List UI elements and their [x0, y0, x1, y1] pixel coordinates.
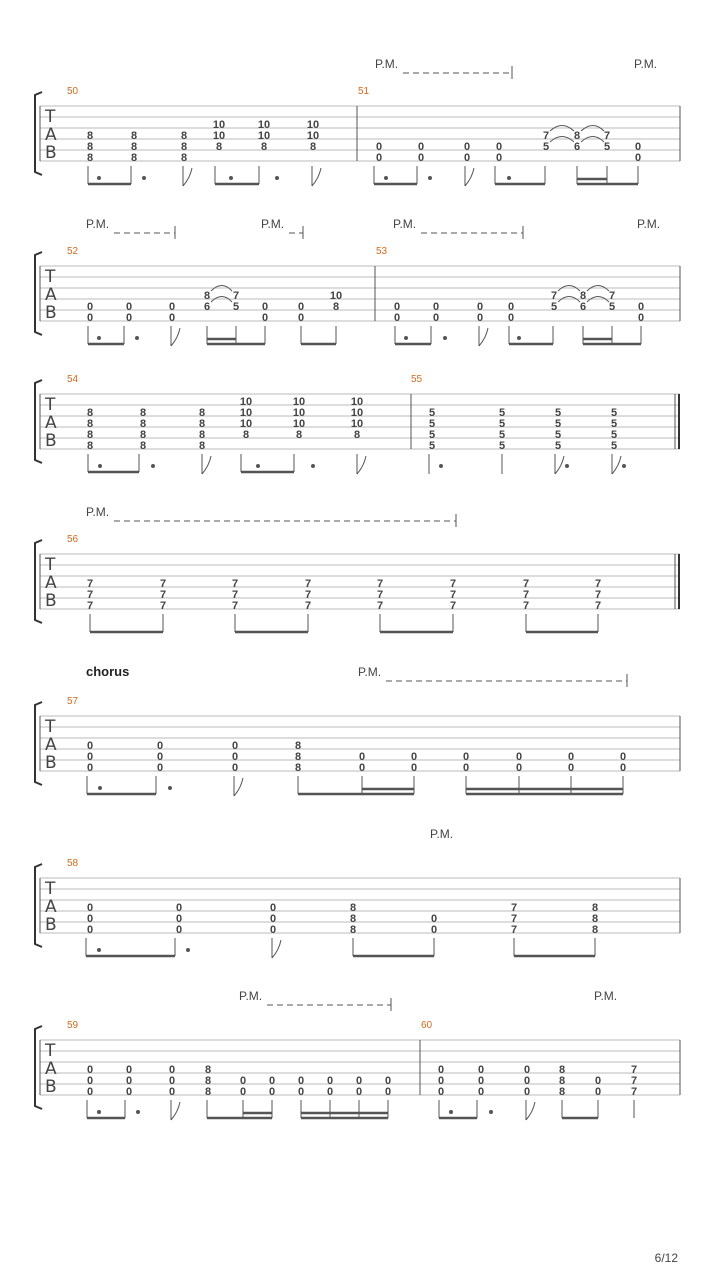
svg-text:0: 0 — [86, 902, 94, 914]
svg-text:7: 7 — [376, 600, 384, 612]
svg-text:0: 0 — [358, 762, 366, 774]
svg-text:5: 5 — [554, 418, 562, 430]
bar-number: 51 — [358, 86, 370, 97]
bar-number: 57 — [67, 696, 79, 707]
svg-text:8: 8 — [139, 440, 147, 452]
svg-text:10: 10 — [239, 396, 253, 408]
svg-text:0: 0 — [168, 1086, 176, 1098]
palm-mute-label: P.M. — [375, 57, 399, 71]
svg-text:10: 10 — [292, 418, 306, 430]
svg-text:8: 8 — [353, 429, 361, 441]
svg-text:10: 10 — [329, 290, 343, 302]
svg-text:8: 8 — [198, 429, 206, 441]
svg-text:0: 0 — [156, 740, 164, 752]
svg-text:0: 0 — [269, 902, 277, 914]
svg-text:0: 0 — [231, 751, 239, 763]
bar-number: 58 — [67, 858, 79, 869]
svg-text:0: 0 — [156, 762, 164, 774]
tab-clef-t: T — [45, 555, 56, 575]
rhythm-stems — [87, 776, 623, 796]
tab-clef-a: A — [45, 125, 57, 145]
svg-text:0: 0 — [269, 913, 277, 925]
svg-text:0: 0 — [125, 1075, 133, 1087]
svg-text:8: 8 — [591, 913, 599, 925]
bar-number: 54 — [67, 374, 79, 385]
svg-text:0: 0 — [384, 1086, 392, 1098]
svg-text:0: 0 — [175, 924, 183, 936]
svg-text:0: 0 — [619, 762, 627, 774]
svg-text:0: 0 — [495, 141, 503, 153]
tab-clef-t: T — [45, 395, 56, 415]
fret-numbers — [87, 290, 644, 324]
svg-text:7: 7 — [522, 589, 530, 601]
rhythm-stems — [90, 614, 598, 632]
svg-text:8: 8 — [86, 407, 94, 419]
svg-text:0: 0 — [231, 740, 239, 752]
rhythm-stems — [88, 166, 638, 186]
system-6 — [35, 827, 680, 958]
palm-mute-label: P.M. — [634, 57, 658, 71]
svg-text:10: 10 — [212, 130, 226, 142]
svg-text:0: 0 — [393, 301, 401, 313]
svg-text:0: 0 — [125, 312, 133, 324]
system-4 — [35, 505, 680, 632]
svg-text:5: 5 — [542, 141, 550, 153]
svg-text:8: 8 — [558, 1075, 566, 1087]
svg-text:0: 0 — [430, 913, 438, 925]
tab-clef-b: B — [45, 431, 57, 451]
svg-text:8: 8 — [558, 1086, 566, 1098]
svg-text:0: 0 — [168, 1064, 176, 1076]
svg-text:8: 8 — [349, 902, 357, 914]
svg-text:0: 0 — [410, 762, 418, 774]
svg-text:0: 0 — [567, 762, 575, 774]
svg-text:7: 7 — [231, 589, 239, 601]
svg-text:7: 7 — [594, 600, 602, 612]
svg-text:0: 0 — [567, 751, 575, 763]
svg-text:5: 5 — [554, 440, 562, 452]
svg-text:8: 8 — [139, 407, 147, 419]
svg-text:8: 8 — [294, 751, 302, 763]
fret-numbers — [87, 578, 601, 612]
svg-text:0: 0 — [477, 1075, 485, 1087]
svg-text:5: 5 — [610, 429, 618, 441]
svg-text:5: 5 — [550, 301, 558, 313]
svg-text:7: 7 — [449, 589, 457, 601]
svg-text:0: 0 — [634, 152, 642, 164]
svg-text:0: 0 — [175, 902, 183, 914]
svg-text:0: 0 — [326, 1086, 334, 1098]
svg-text:8: 8 — [204, 1064, 212, 1076]
svg-text:0: 0 — [462, 762, 470, 774]
svg-text:8: 8 — [198, 418, 206, 430]
svg-text:0: 0 — [231, 762, 239, 774]
svg-text:7: 7 — [449, 578, 457, 590]
svg-text:0: 0 — [268, 1075, 276, 1087]
svg-text:0: 0 — [463, 141, 471, 153]
svg-text:10: 10 — [257, 119, 271, 131]
svg-text:7: 7 — [304, 578, 312, 590]
svg-text:0: 0 — [355, 1086, 363, 1098]
palm-mute-label: P.M. — [261, 217, 285, 231]
tab-clef-b: B — [45, 915, 57, 935]
svg-text:7: 7 — [232, 290, 240, 302]
svg-text:0: 0 — [432, 312, 440, 324]
system-bracket — [35, 540, 42, 623]
svg-text:0: 0 — [86, 740, 94, 752]
svg-text:0: 0 — [523, 1086, 531, 1098]
palm-mute-label: P.M. — [594, 989, 618, 1003]
svg-text:0: 0 — [297, 1086, 305, 1098]
svg-text:0: 0 — [594, 1086, 602, 1098]
system-bracket — [35, 702, 42, 785]
svg-text:0: 0 — [462, 751, 470, 763]
system-bracket — [35, 1026, 42, 1109]
svg-text:0: 0 — [476, 301, 484, 313]
rhythm-stems — [88, 454, 626, 474]
svg-text:0: 0 — [261, 301, 269, 313]
svg-text:5: 5 — [603, 141, 611, 153]
svg-text:0: 0 — [430, 924, 438, 936]
svg-text:7: 7 — [522, 600, 530, 612]
svg-text:6: 6 — [579, 301, 587, 313]
system-bracket — [35, 864, 42, 947]
svg-text:7: 7 — [510, 913, 518, 925]
svg-text:0: 0 — [268, 1086, 276, 1098]
svg-text:0: 0 — [476, 312, 484, 324]
svg-text:7: 7 — [304, 600, 312, 612]
palm-mute-label: P.M. — [358, 665, 382, 679]
svg-text:0: 0 — [86, 913, 94, 925]
svg-text:0: 0 — [384, 1075, 392, 1087]
svg-text:10: 10 — [306, 130, 320, 142]
svg-text:5: 5 — [608, 301, 616, 313]
svg-text:7: 7 — [86, 589, 94, 601]
tab-clef-a: A — [45, 1059, 57, 1079]
svg-text:7: 7 — [376, 589, 384, 601]
bar-number: 53 — [376, 246, 388, 257]
svg-text:0: 0 — [637, 312, 645, 324]
svg-text:8: 8 — [579, 290, 587, 302]
svg-text:8: 8 — [295, 429, 303, 441]
svg-text:0: 0 — [637, 301, 645, 313]
rhythm-stems — [87, 1100, 634, 1120]
svg-text:10: 10 — [212, 119, 226, 131]
page-number: 6/12 — [654, 1251, 678, 1265]
svg-text:10: 10 — [292, 407, 306, 419]
palm-mute-label: P.M. — [239, 989, 263, 1003]
svg-text:0: 0 — [437, 1086, 445, 1098]
svg-text:5: 5 — [428, 429, 436, 441]
svg-text:7: 7 — [630, 1064, 638, 1076]
svg-text:5: 5 — [610, 440, 618, 452]
svg-text:5: 5 — [428, 418, 436, 430]
svg-text:0: 0 — [86, 312, 94, 324]
fret-numbers — [87, 740, 626, 774]
svg-text:8: 8 — [130, 130, 138, 142]
svg-text:0: 0 — [156, 751, 164, 763]
svg-text:0: 0 — [507, 301, 515, 313]
svg-text:8: 8 — [204, 1086, 212, 1098]
svg-text:8: 8 — [215, 141, 223, 153]
svg-text:0: 0 — [515, 751, 523, 763]
svg-text:0: 0 — [168, 301, 176, 313]
svg-text:8: 8 — [180, 152, 188, 164]
system-5 — [35, 664, 680, 796]
svg-text:8: 8 — [349, 924, 357, 936]
svg-text:8: 8 — [260, 141, 268, 153]
svg-text:8: 8 — [591, 902, 599, 914]
svg-text:0: 0 — [125, 1064, 133, 1076]
svg-text:0: 0 — [297, 1075, 305, 1087]
svg-text:0: 0 — [594, 1075, 602, 1087]
svg-text:8: 8 — [130, 152, 138, 164]
svg-text:7: 7 — [159, 578, 167, 590]
svg-text:5: 5 — [554, 429, 562, 441]
tab-clef-b: B — [45, 1077, 57, 1097]
svg-text:8: 8 — [558, 1064, 566, 1076]
svg-text:0: 0 — [417, 152, 425, 164]
svg-text:7: 7 — [231, 578, 239, 590]
svg-text:0: 0 — [168, 312, 176, 324]
tab-clef-a: A — [45, 573, 57, 593]
svg-text:8: 8 — [180, 130, 188, 142]
palm-mute-label: P.M. — [86, 505, 110, 519]
svg-text:5: 5 — [554, 407, 562, 419]
svg-text:7: 7 — [522, 578, 530, 590]
svg-text:7: 7 — [542, 130, 550, 142]
svg-text:0: 0 — [86, 1086, 94, 1098]
svg-text:0: 0 — [393, 312, 401, 324]
svg-text:7: 7 — [304, 589, 312, 601]
svg-text:0: 0 — [477, 1064, 485, 1076]
svg-text:0: 0 — [261, 312, 269, 324]
palm-mute-label: P.M. — [86, 217, 110, 231]
svg-text:7: 7 — [603, 130, 611, 142]
tab-clef-b: B — [45, 143, 57, 163]
svg-text:7: 7 — [510, 902, 518, 914]
svg-text:7: 7 — [550, 290, 558, 302]
svg-text:6: 6 — [203, 301, 211, 313]
svg-text:5: 5 — [232, 301, 240, 313]
svg-text:8: 8 — [242, 429, 250, 441]
svg-text:0: 0 — [355, 1075, 363, 1087]
fret-numbers — [87, 396, 617, 452]
svg-text:0: 0 — [432, 301, 440, 313]
tab-staff — [40, 878, 680, 933]
svg-text:7: 7 — [510, 924, 518, 936]
svg-text:8: 8 — [86, 152, 94, 164]
palm-mute-label: P.M. — [393, 217, 417, 231]
system-7 — [35, 989, 680, 1120]
bar-number: 60 — [421, 1020, 433, 1031]
svg-text:5: 5 — [428, 440, 436, 452]
svg-text:10: 10 — [239, 418, 253, 430]
rhythm-stems — [86, 938, 595, 958]
svg-text:7: 7 — [159, 589, 167, 601]
svg-text:0: 0 — [86, 751, 94, 763]
section-label: chorus — [86, 664, 130, 679]
palm-mute-label: P.M. — [430, 827, 454, 841]
svg-text:8: 8 — [332, 301, 340, 313]
svg-text:0: 0 — [86, 301, 94, 313]
svg-text:0: 0 — [86, 1075, 94, 1087]
svg-text:0: 0 — [297, 312, 305, 324]
svg-text:0: 0 — [507, 312, 515, 324]
svg-text:0: 0 — [619, 751, 627, 763]
svg-text:8: 8 — [180, 141, 188, 153]
svg-text:8: 8 — [204, 1075, 212, 1087]
svg-text:5: 5 — [610, 418, 618, 430]
tab-clef-b: B — [45, 303, 57, 323]
tab-clef-a: A — [45, 413, 57, 433]
svg-text:8: 8 — [86, 418, 94, 430]
system-bracket — [35, 92, 42, 175]
svg-text:8: 8 — [130, 141, 138, 153]
svg-text:7: 7 — [630, 1075, 638, 1087]
svg-text:6: 6 — [573, 141, 581, 153]
svg-text:0: 0 — [358, 751, 366, 763]
svg-text:8: 8 — [86, 440, 94, 452]
svg-text:7: 7 — [376, 578, 384, 590]
svg-text:8: 8 — [573, 130, 581, 142]
svg-text:8: 8 — [198, 407, 206, 419]
svg-text:0: 0 — [125, 301, 133, 313]
tab-clef-t: T — [45, 267, 56, 287]
tab-clef-t: T — [45, 879, 56, 899]
svg-text:7: 7 — [630, 1086, 638, 1098]
svg-text:0: 0 — [86, 1064, 94, 1076]
svg-text:8: 8 — [203, 290, 211, 302]
svg-text:7: 7 — [594, 578, 602, 590]
tab-clef-t: T — [45, 107, 56, 127]
svg-text:0: 0 — [437, 1064, 445, 1076]
svg-text:10: 10 — [350, 407, 364, 419]
svg-text:0: 0 — [515, 762, 523, 774]
svg-text:0: 0 — [463, 152, 471, 164]
svg-text:0: 0 — [437, 1075, 445, 1087]
svg-text:0: 0 — [375, 141, 383, 153]
svg-text:0: 0 — [269, 924, 277, 936]
svg-text:0: 0 — [297, 301, 305, 313]
svg-text:8: 8 — [309, 141, 317, 153]
bar-number: 52 — [67, 246, 79, 257]
tab-clef-t: T — [45, 717, 56, 737]
svg-text:10: 10 — [257, 130, 271, 142]
svg-text:0: 0 — [523, 1064, 531, 1076]
svg-text:10: 10 — [239, 407, 253, 419]
svg-text:10: 10 — [350, 396, 364, 408]
svg-text:7: 7 — [608, 290, 616, 302]
svg-text:8: 8 — [591, 924, 599, 936]
svg-text:7: 7 — [86, 578, 94, 590]
svg-text:0: 0 — [326, 1075, 334, 1087]
svg-text:0: 0 — [175, 913, 183, 925]
tab-clef-a: A — [45, 285, 57, 305]
svg-text:0: 0 — [375, 152, 383, 164]
svg-text:8: 8 — [294, 762, 302, 774]
svg-text:5: 5 — [610, 407, 618, 419]
svg-text:0: 0 — [125, 1086, 133, 1098]
system-bracket — [35, 380, 42, 463]
bar-number: 55 — [411, 374, 423, 385]
svg-text:8: 8 — [349, 913, 357, 925]
svg-text:8: 8 — [139, 418, 147, 430]
svg-text:10: 10 — [292, 396, 306, 408]
svg-text:7: 7 — [449, 600, 457, 612]
svg-text:0: 0 — [634, 141, 642, 153]
svg-text:0: 0 — [86, 762, 94, 774]
bar-number: 50 — [67, 86, 79, 97]
svg-text:7: 7 — [86, 600, 94, 612]
svg-text:8: 8 — [294, 740, 302, 752]
svg-text:8: 8 — [139, 429, 147, 441]
svg-text:8: 8 — [198, 440, 206, 452]
svg-text:7: 7 — [594, 589, 602, 601]
svg-text:0: 0 — [410, 751, 418, 763]
rhythm-stems — [88, 326, 641, 346]
svg-text:0: 0 — [168, 1075, 176, 1087]
tab-clef-b: B — [45, 591, 57, 611]
svg-text:0: 0 — [495, 152, 503, 164]
tab-staff — [40, 554, 680, 609]
svg-text:8: 8 — [86, 429, 94, 441]
tab-clef-t: T — [45, 1041, 56, 1061]
fret-numbers — [87, 902, 598, 936]
fret-numbers — [87, 1064, 637, 1098]
palm-mute-label: P.M. — [637, 217, 661, 231]
svg-text:0: 0 — [239, 1075, 247, 1087]
svg-text:0: 0 — [523, 1075, 531, 1087]
svg-text:0: 0 — [417, 141, 425, 153]
bar-number: 56 — [67, 534, 79, 545]
bar-number: 59 — [67, 1020, 79, 1031]
tab-clef-b: B — [45, 753, 57, 773]
system-bracket — [35, 252, 42, 335]
svg-text:7: 7 — [231, 600, 239, 612]
svg-text:5: 5 — [428, 407, 436, 419]
svg-text:10: 10 — [306, 119, 320, 131]
svg-text:10: 10 — [350, 418, 364, 430]
svg-text:8: 8 — [86, 141, 94, 153]
svg-text:0: 0 — [239, 1086, 247, 1098]
tab-clef-a: A — [45, 897, 57, 917]
svg-text:0: 0 — [86, 924, 94, 936]
system-3 — [35, 374, 680, 474]
system-2 — [35, 217, 680, 346]
tab-clef-a: A — [45, 735, 57, 755]
svg-text:8: 8 — [86, 130, 94, 142]
svg-text:5: 5 — [498, 429, 506, 441]
svg-text:5: 5 — [498, 440, 506, 452]
svg-text:5: 5 — [498, 418, 506, 430]
svg-text:7: 7 — [159, 600, 167, 612]
system-1 — [35, 57, 680, 186]
svg-text:0: 0 — [477, 1086, 485, 1098]
svg-text:5: 5 — [498, 407, 506, 419]
